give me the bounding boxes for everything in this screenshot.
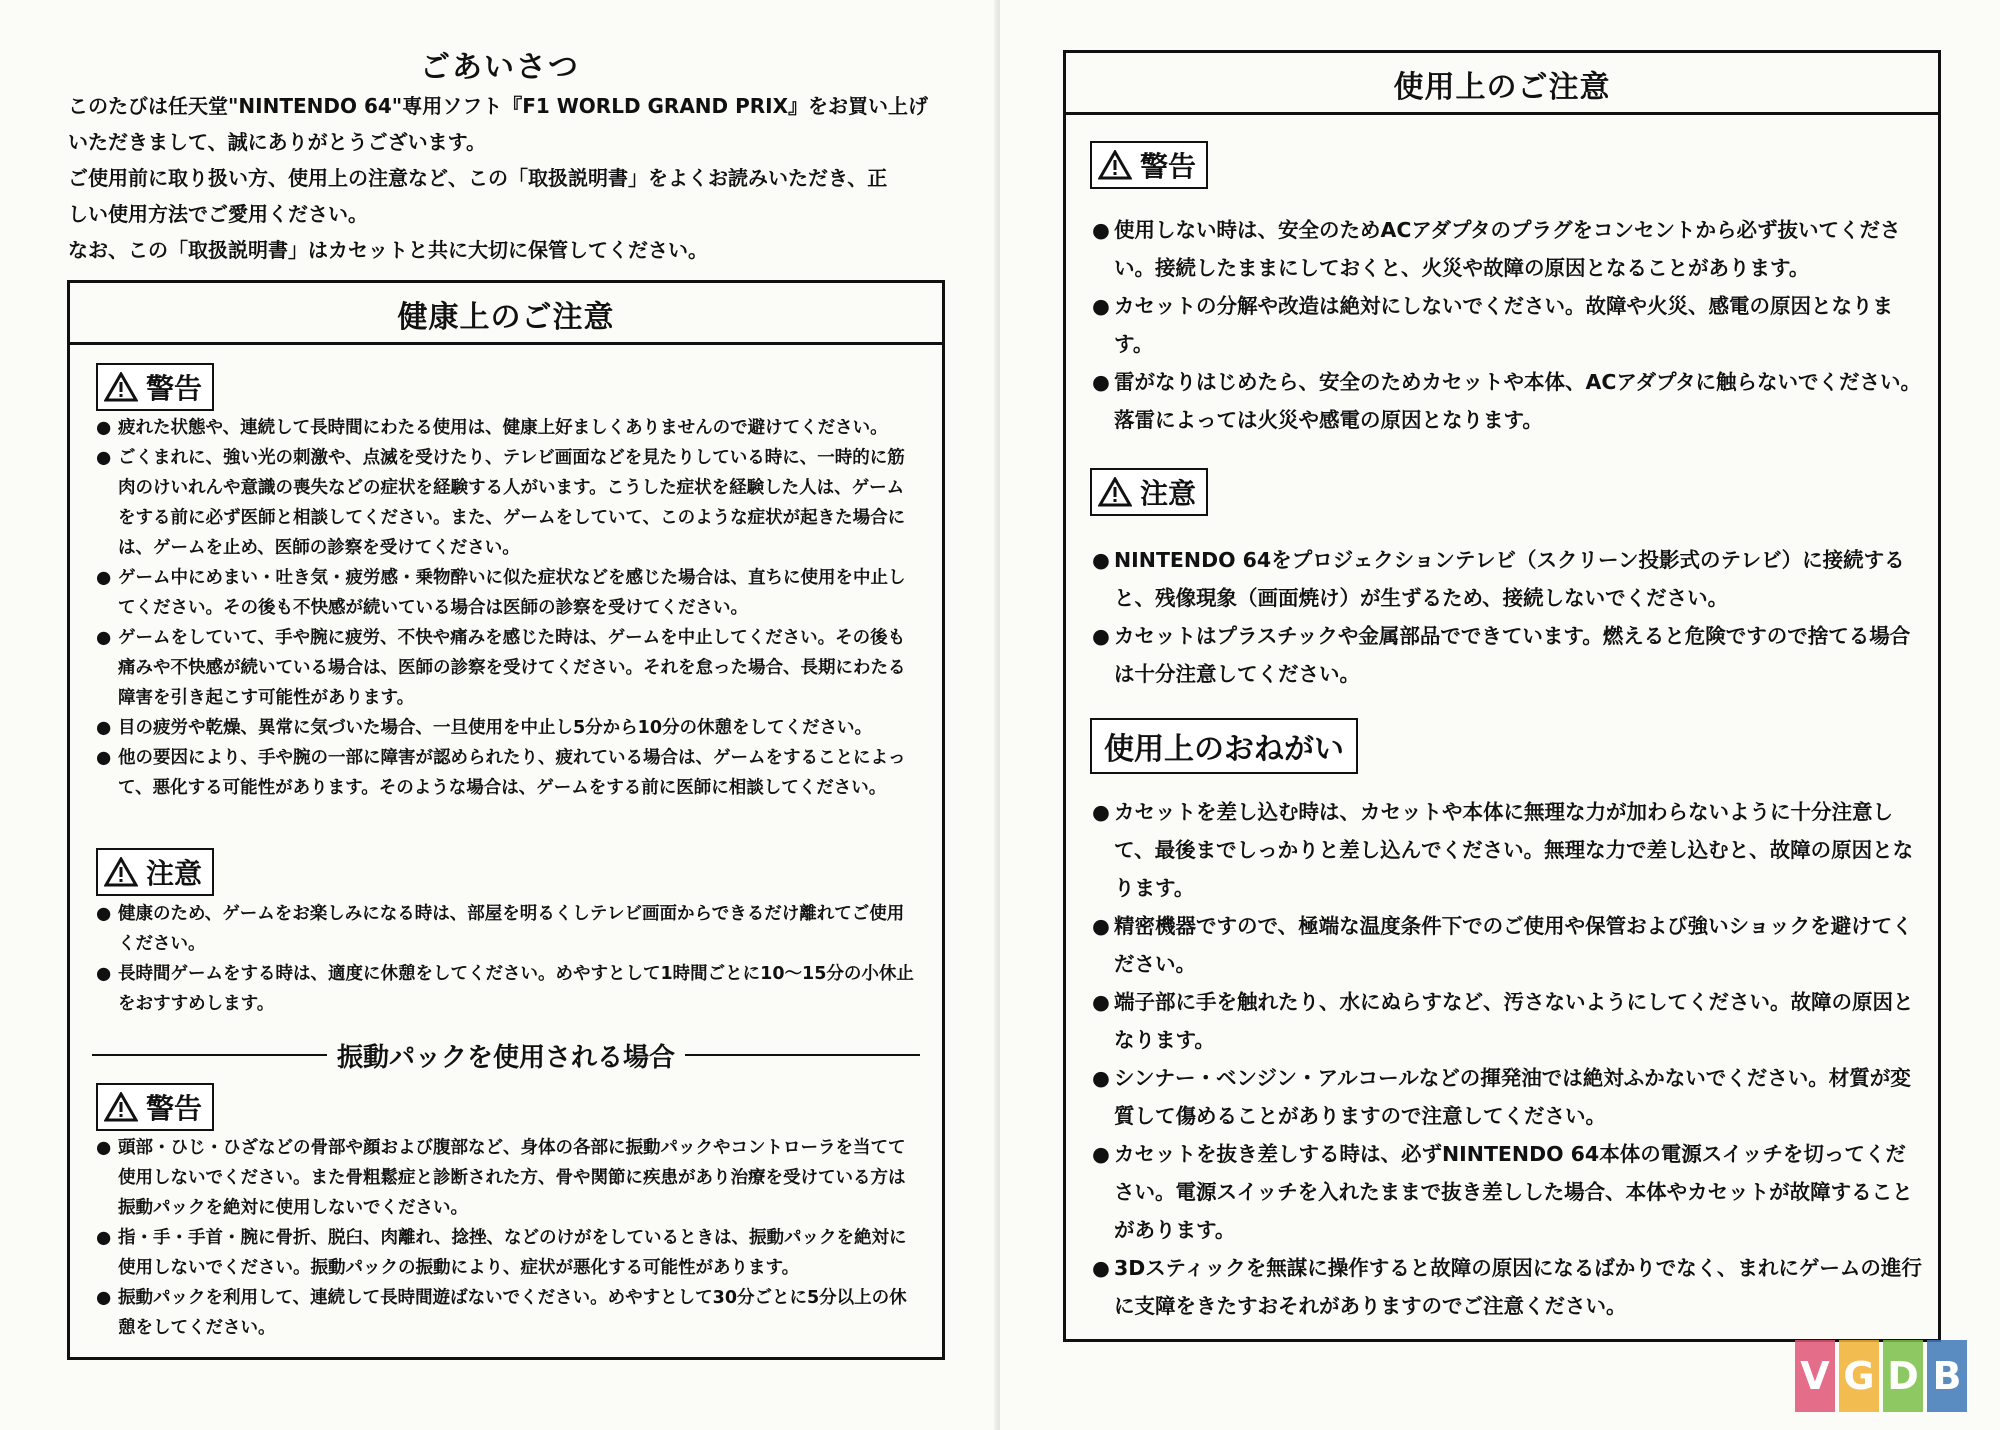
- warning-triangle-icon: [104, 1092, 138, 1122]
- list-item: ● 振動パックを利用して、連続して長時間遊ばないでください。めやすとして30分ごとに5分以上の休憩をしてください。: [96, 1283, 916, 1343]
- greeting-line: なお、この「取扱説明書」はカセットと共に大切に保管してください。: [68, 238, 708, 262]
- logo-tile-v: V: [1795, 1340, 1835, 1412]
- health-header: [70, 283, 942, 345]
- greeting-text: [68, 92, 958, 272]
- list-item: ● カセットの分解や改造は絶対にしないでください。故障や火災、感電の原因となります。: [1092, 287, 1922, 363]
- usage-warning-list: [1092, 211, 1922, 439]
- list-item: ● ごくまれに、強い光の刺激や、点滅を受けたり、テレビ画面などを見たりしている時に、一時的に筋肉のけいれんや意識の喪失などの症状を経験する人がいます。こうした症状を経験した人は、ゲームをする前に必ず医師と相談してください。また、ゲームをしていて、このような症状が起きた場合には、ゲームを止め、医師の診察を受けてください。: [96, 443, 916, 563]
- list-item: ● カセットを差し込む時は、カセットや本体に無理な力が加わらないように十分注意して、最後までしっかりと差し込んでください。無理な力で差し込むと、故障の原因となります。: [1092, 793, 1922, 907]
- rumble-warning-badge: [96, 1083, 214, 1131]
- health-caution-badge: [96, 848, 214, 896]
- usage-header: [1066, 53, 1938, 115]
- usage-warning-badge: [1090, 141, 1208, 189]
- list-item: ● シンナー・ベンジン・アルコールなどの揮発油では絶対ふかないでください。材質が変質して傷めることがありますので注意してください。: [1092, 1059, 1922, 1135]
- list-item: ● 3Dスティックを無謀に操作すると故障の原因になるばかりでなく、まれにゲームの進行に支障をきたすおそれがありますのでご注意ください。: [1092, 1249, 1922, 1325]
- list-item: ● 長時間ゲームをする時は、適度に休憩をしてください。めやすとして1時間ごとに10〜15分の小休止をおすすめします。: [96, 959, 916, 1019]
- vgdb-watermark-logo: [1795, 1340, 1967, 1412]
- list-item: ● ゲームをしていて、手や腕に疲労、不快や痛みを感じた時は、ゲームを中止してください。その後も痛みや不快感が続いている場合は、医師の診察を受けてください。それを怠った場合、長期にわたる障害を引き起こす可能性があります。: [96, 623, 916, 713]
- rumble-warning-label: 警告: [146, 1092, 203, 1125]
- logo-tile-d: D: [1883, 1340, 1923, 1412]
- list-item: ● NINTENDO 64をプロジェクションテレビ（スクリーン投影式のテレビ）に接続すると、残像現象（画面焼け）が生ずるため、接続しないでください。: [1092, 541, 1922, 617]
- usage-caution-badge: [1090, 468, 1208, 516]
- rumble-section-divider: [92, 1035, 920, 1075]
- list-item: ● 目の疲労や乾燥、異常に気づいた場合、一旦使用を中止し5分から10分の休憩をしてください。: [96, 713, 916, 743]
- health-warning-label: 警告: [146, 372, 203, 405]
- right-page: [1000, 0, 2000, 1430]
- health-precautions-box: [67, 280, 945, 1360]
- list-item: ● 疲れた状態や、連続して長時間にわたる使用は、健康上好ましくありませんので避けてください。: [96, 413, 916, 443]
- usage-title: 使用上のご注意: [1393, 70, 1611, 105]
- usage-request-list: [1092, 793, 1922, 1325]
- list-item: ● 精密機器ですので、極端な温度条件下でのご使用や保管および強いショックを避けてください。: [1092, 907, 1922, 983]
- health-caution-label: 注意: [146, 857, 203, 890]
- greeting-line: ご使用前に取り扱い方、使用上の注意など、この「取扱説明書」をよくお読みいただき、正: [68, 166, 888, 190]
- logo-tile-g: G: [1839, 1340, 1879, 1412]
- warning-triangle-icon: [1098, 150, 1132, 180]
- warning-triangle-icon: [104, 372, 138, 402]
- health-warning-list: [96, 413, 916, 803]
- greeting-line: いただきまして、誠にありがとうございます。: [68, 130, 486, 154]
- list-item: ● 端子部に手を触れたり、水にぬらすなど、汚さないようにしてください。故障の原因となります。: [1092, 983, 1922, 1059]
- rumble-section-title: 振動パックを使用される場合: [337, 1042, 676, 1073]
- greeting-title: ごあいさつ: [420, 50, 580, 85]
- usage-warning-label: 警告: [1140, 150, 1197, 183]
- list-item: ● ゲーム中にめまい・吐き気・疲労感・乗物酔いに似た症状などを感じた場合は、直ちに使用を中止してください。その後も不快感が続いている場合は医師の診察を受けてください。: [96, 563, 916, 623]
- list-item: ● 指・手・手首・腕に骨折、脱臼、肉離れ、捻挫、などのけがをしているときは、振動パックを絶対に使用しないでください。振動パックの振動により、症状が悪化する可能性があります。: [96, 1223, 916, 1283]
- list-item: ● 頭部・ひじ・ひざなどの骨部や顔および腹部など、身体の各部に振動パックやコントローラを当てて使用しないでください。また骨粗鬆症と診断された方、骨や関節に疾患があり治療を受けている方は振動パックを絶対に使用しないでください。: [96, 1133, 916, 1223]
- list-item: ● 雷がなりはじめたら、安全のためカセットや本体、ACアダプタに触らないでください。落雷によっては火災や感電の原因となります。: [1092, 363, 1922, 439]
- logo-tile-b: B: [1927, 1340, 1967, 1412]
- caution-triangle-icon: [1098, 477, 1132, 507]
- rumble-warning-list: [96, 1133, 916, 1343]
- usage-caution-list: [1092, 541, 1922, 693]
- usage-precautions-box: [1063, 50, 1941, 1342]
- health-caution-list: [96, 899, 916, 1019]
- list-item: ● 使用しない時は、安全のためACアダプタのプラグをコンセントから必ず抜いてください。接続したままにしておくと、火災や故障の原因となることがあります。: [1092, 211, 1922, 287]
- list-item: ● カセットはプラスチックや金属部品でできています。燃えると危険ですので捨てる場合は十分注意してください。: [1092, 617, 1922, 693]
- health-warning-badge: [96, 363, 214, 411]
- list-item: ● 他の要因により、手や腕の一部に障害が認められたり、疲れている場合は、ゲームをすることによって、悪化する可能性があります。そのような場合は、ゲームをする前に医師に相談してください。: [96, 743, 916, 803]
- usage-caution-label: 注意: [1140, 477, 1197, 510]
- usage-request-badge: 使用上のおねがい: [1090, 718, 1358, 774]
- list-item: ● カセットを抜き差しする時は、必ずNINTENDO 64本体の電源スイッチを切ってください。電源スイッチを入れたままで抜き差しした場合、本体やカセットが故障することがあります。: [1092, 1135, 1922, 1249]
- greeting-line: このたびは任天堂"NINTENDO 64"専用ソフト『F1 WORLD GRAND PRIX』をお買い上げ: [68, 94, 929, 118]
- divider-line: [92, 1054, 327, 1056]
- divider-line: [685, 1054, 920, 1056]
- list-item: ● 健康のため、ゲームをお楽しみになる時は、部屋を明るくしテレビ画面からできるだけ離れてご使用ください。: [96, 899, 916, 959]
- greeting-line: しい使用方法でご愛用ください。: [68, 202, 368, 226]
- health-title: 健康上のご注意: [397, 300, 615, 335]
- caution-triangle-icon: [104, 857, 138, 887]
